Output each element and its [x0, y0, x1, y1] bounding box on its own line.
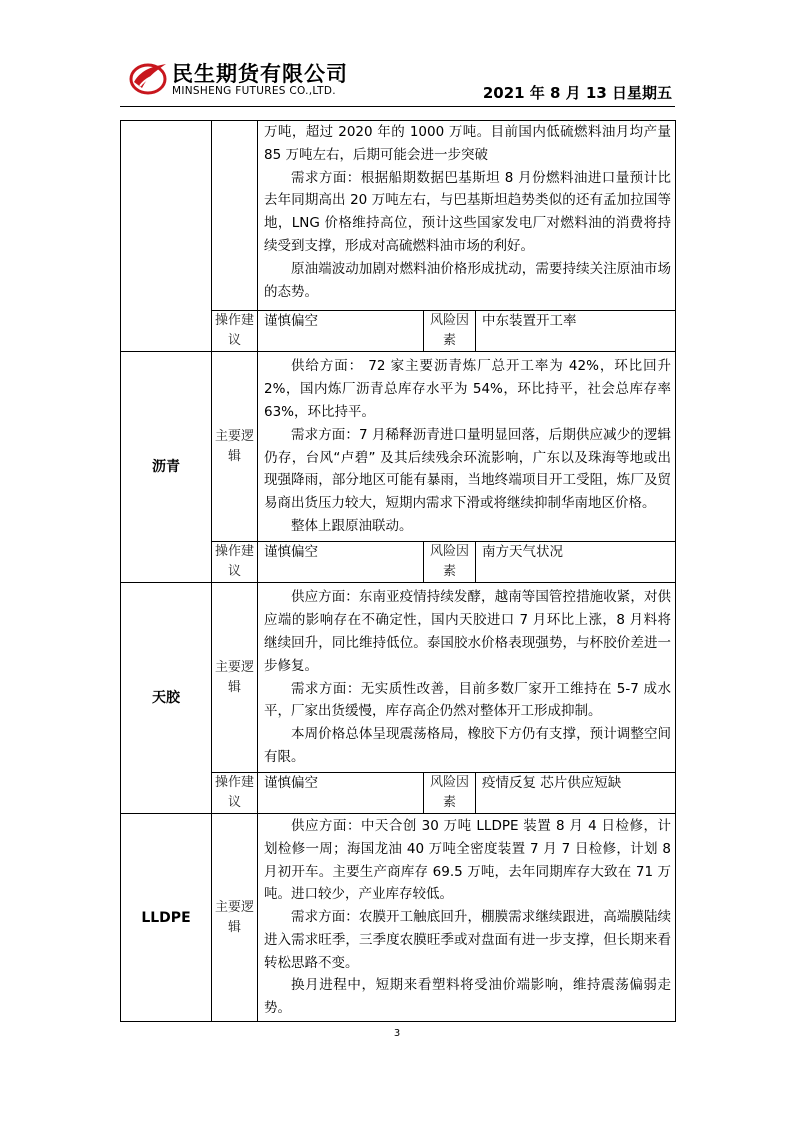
op-label: 操作建议 [212, 542, 258, 583]
category-cell: 天胶 [121, 583, 212, 814]
logic-text [258, 352, 676, 542]
risk-value: 南方天气状况 [476, 542, 676, 583]
logic-paragraph: 本周价格总体呈现震荡格局，橡胶下方仍有支撑，预计调整空间有限。 [264, 726, 672, 765]
logic-text [258, 583, 676, 773]
company-name-cn: 民生期货有限公司 [172, 62, 348, 86]
op-label: 操作建议 [212, 773, 258, 814]
header-divider [120, 106, 675, 107]
risk-value: 中东装置开工率 [476, 311, 676, 352]
logic-label: 主要逻辑 [212, 352, 258, 542]
logic-paragraph: 供给方面： 72 家主要沥青炼厂总开工率为 42%，环比回升 2%，国内炼厂沥青总库存水平为 54%，环比持平，社会总库存率 63%，环比持平。 [264, 358, 672, 420]
logic-paragraph: 供应方面：东南亚疫情持续发酵，越南等国管控措施收紧，对供应端的影响存在不确定性，国内天胶进口 7 月环比上涨，8 月料将继续回升，同比维持低位。泰国胶水价格表现强势，与杯胶价差进一步修复。 [264, 589, 672, 674]
op-value: 谨慎偏空 [258, 542, 424, 583]
logic-label: 主要逻辑 [212, 583, 258, 773]
logic-paragraph: 供应方面：中天合创 30 万吨 LLDPE 装置 8 月 4 日检修，计划检修一周；海国龙油 40 万吨全密度装置 7 月 7 日检修，计划 8 月初开车。主要生产商库存 69.5 万吨，去年同期库存大致在 71 万吨。进口较少，产业库存较低。 [264, 817, 672, 903]
category-cell: LLDPE [121, 814, 212, 1022]
op-value: 谨慎偏空 [258, 773, 424, 814]
company-name-en: MINSHENG FUTURES CO.,LTD. [172, 85, 336, 97]
logic-paragraph: 整体上跟原油联动。 [291, 517, 413, 534]
logic-paragraph: 需求方面：农膜开工触底回升，棚膜需求继续跟进，高端膜陆续进入需求旺季，三季度农膜旺季或对盘面有进一步支撑，但长期来看转松思路不变。 [264, 909, 672, 971]
op-value: 谨慎偏空 [258, 311, 424, 352]
page-header [0, 0, 794, 110]
table-row [121, 352, 676, 542]
logic-text [258, 121, 676, 311]
logic-paragraph: 换月进程中，短期来看塑料将受油价端影响，维持震荡偏弱走势。 [264, 977, 672, 1017]
logic-paragraph: 原油端波动加剧对燃料油价格形成扰动，需要持续关注原油市场的态势。 [264, 260, 672, 300]
logic-paragraph: 需求方面：根据船期数据巴基斯坦 8 月份燃料油进口量预计比去年同期高出 20 万吨左右，与巴基斯坦趋势类似的还有孟加拉国等地，LNG 价格维持高位，预计这些国家发电厂对燃料油的消费将持续受到支撑，形成对高硫燃料油市场的利好。 [264, 169, 672, 254]
minsheng-logo-icon [128, 58, 168, 96]
logic-label: 主要逻辑 [212, 814, 258, 1022]
table-row [121, 814, 676, 1022]
commodity-table [120, 120, 676, 1022]
logic-paragraph: 万吨，超过 2020 年的 1000 万吨。目前国内低硫燃料油月均产量 85 万吨左右，后期可能会进一步突破 [264, 124, 672, 163]
report-date: 2021 年 8 月 13 日星期五 [482, 84, 672, 102]
logic-text [258, 814, 676, 1022]
page-number: 3 [393, 1028, 401, 1039]
risk-label: 风险因素 [424, 773, 476, 814]
logic-paragraph: 需求方面：无实质性改善，目前多数厂家开工维持在 5-7 成水平，厂家出货缓慢，库存高企仍然对整体开工形成抑制。 [264, 680, 672, 720]
logic-label [212, 121, 258, 311]
op-label: 操作建议 [212, 311, 258, 352]
risk-label: 风险因素 [424, 311, 476, 352]
risk-label: 风险因素 [424, 542, 476, 583]
table-row [121, 583, 676, 773]
risk-value: 疫情反复 芯片供应短缺 [476, 773, 676, 814]
logic-paragraph: 需求方面：7 月稀释沥青进口量明显回落，后期供应减少的逻辑仍存，台风“卢碧” 及其后续残余环流影响，广东以及珠海等地或出现强降雨，部分地区可能有暴雨，当地终端项目开工受阻，炼厂及贸易商出货压力较大，短期内需求下滑或将继续抑制华南地区价格。 [264, 426, 672, 512]
category-cell: 沥青 [121, 352, 212, 583]
category-cell [121, 121, 212, 352]
table-row [121, 121, 676, 311]
